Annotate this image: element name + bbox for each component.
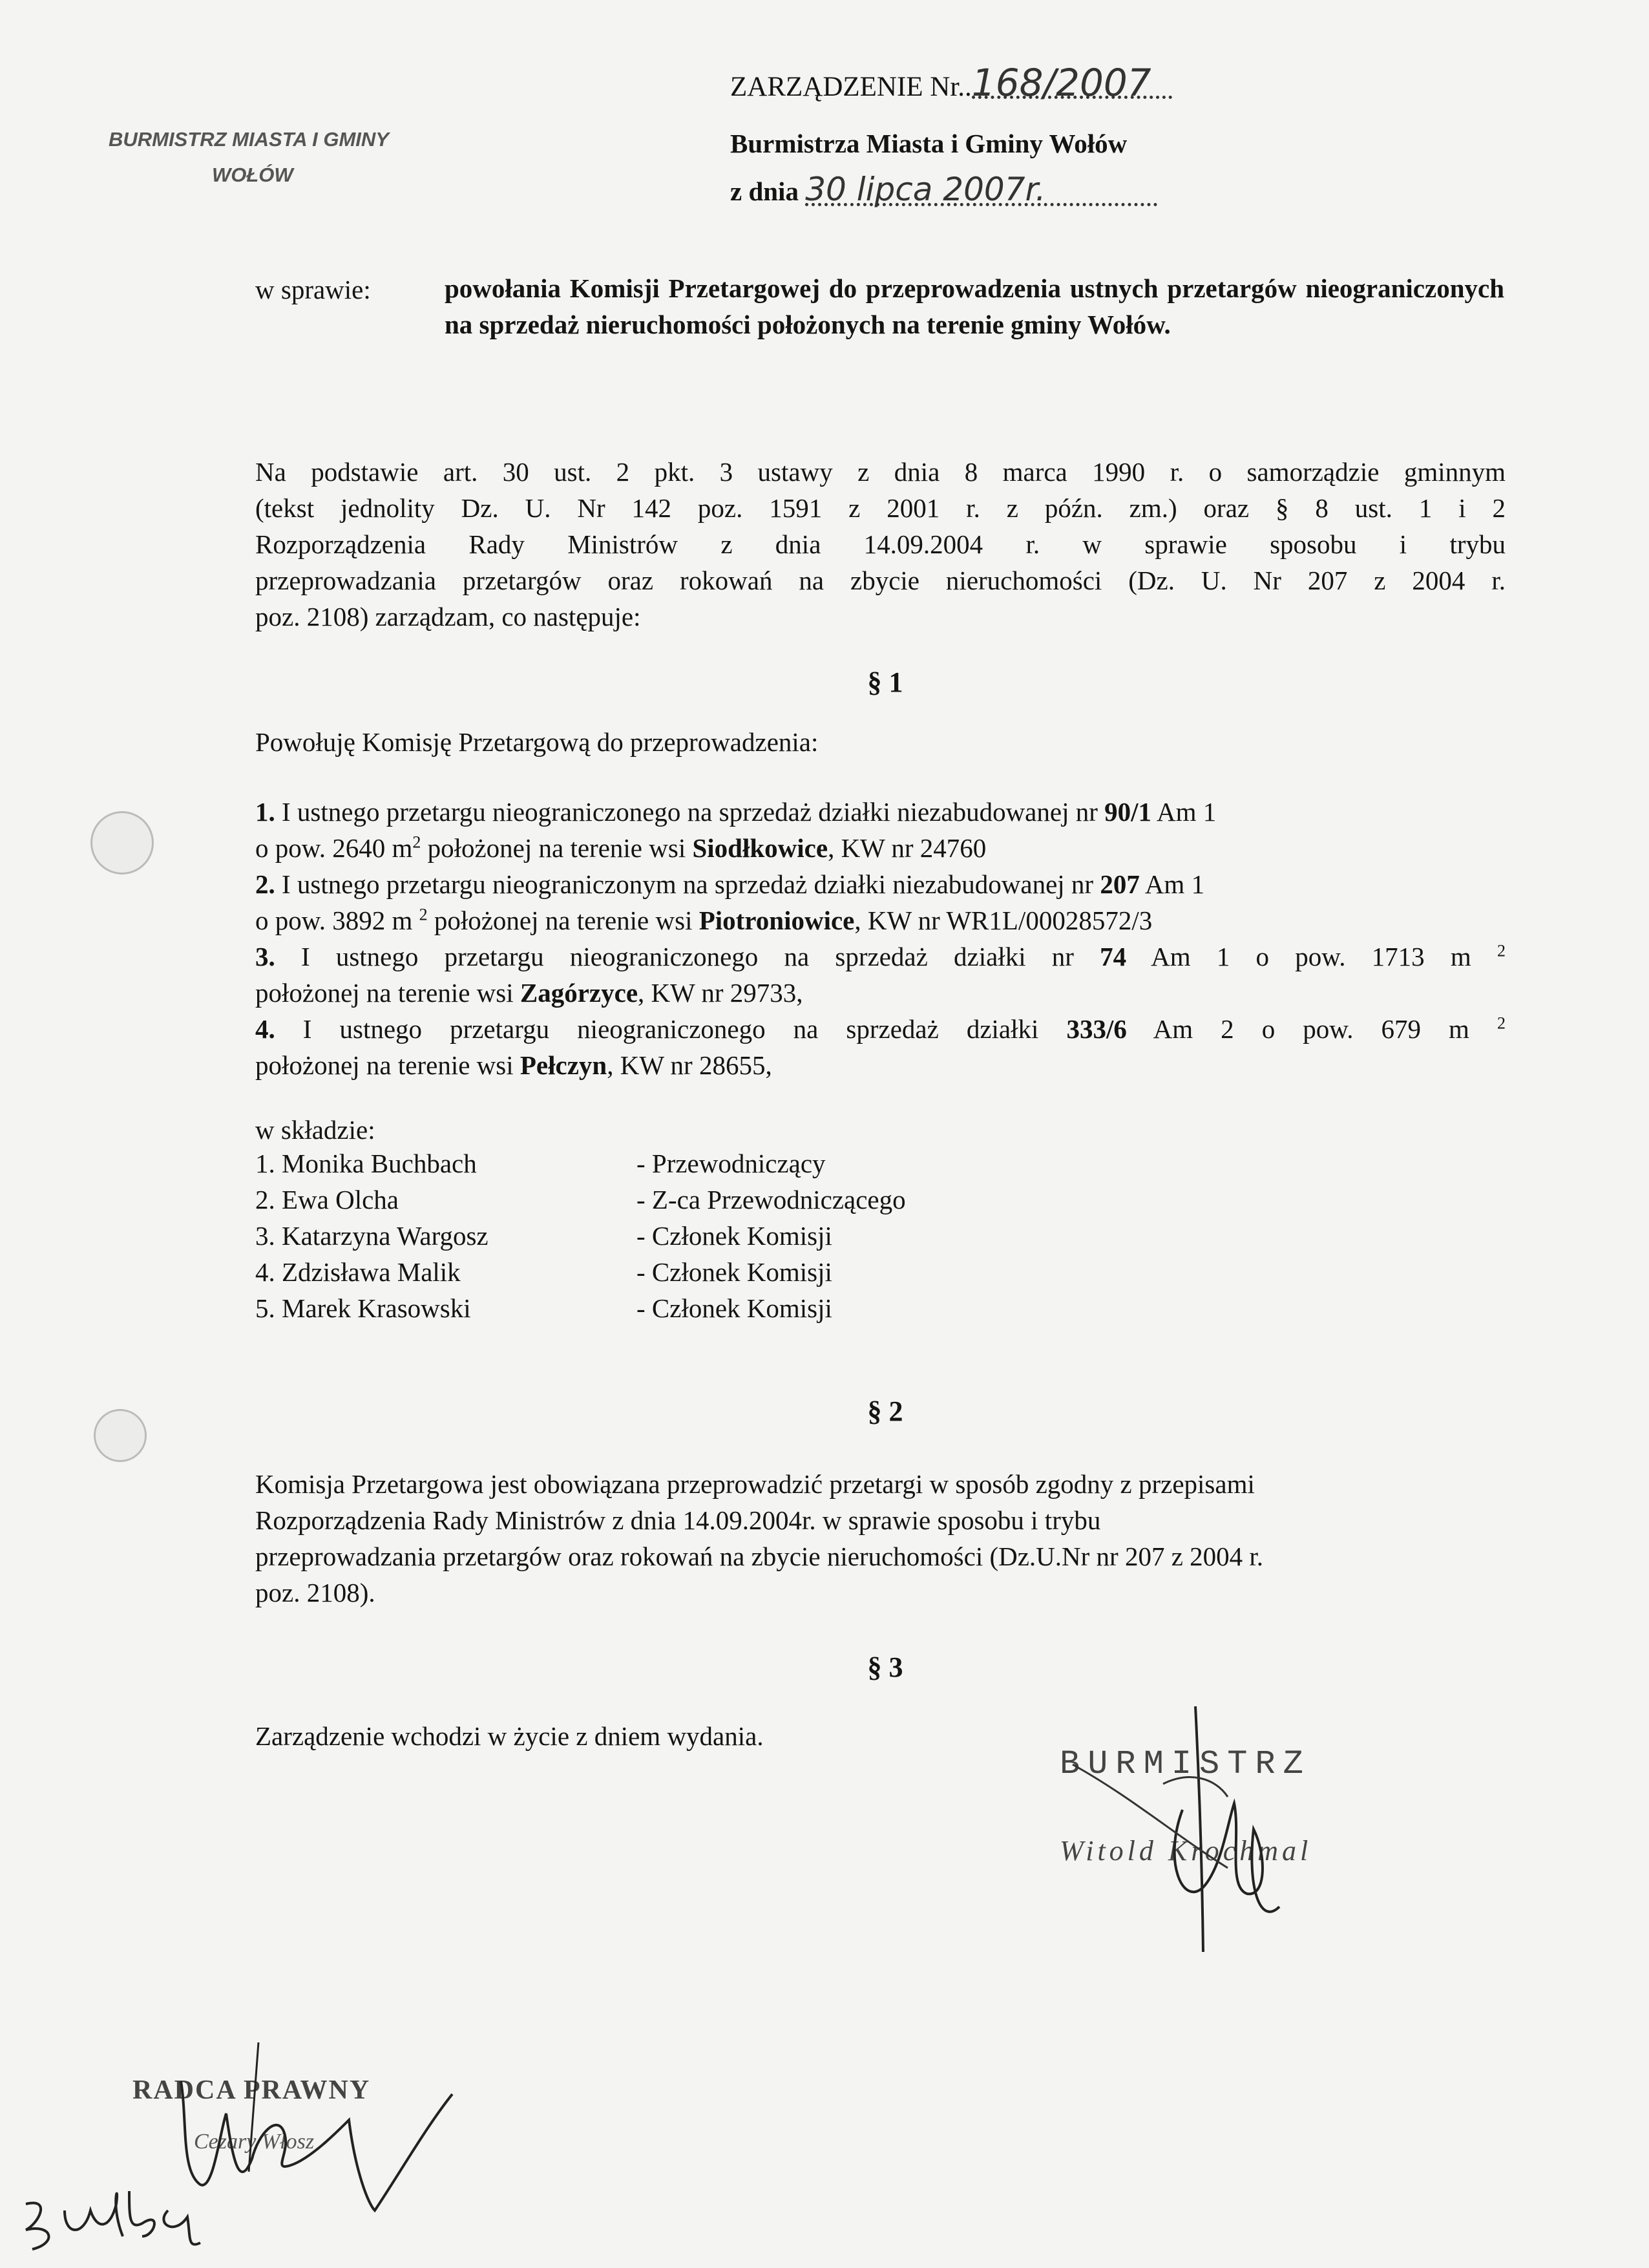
tender-item-2: [255, 866, 1506, 938]
unit-superscript: 2: [1497, 941, 1506, 960]
location-label: położonej na terenie wsi: [255, 1050, 520, 1080]
location-label: położonej na terenie wsi: [427, 906, 699, 935]
section2-line1: Komisja Przetargowa jest obowiązana przeprowadzić przetargi w sposób zgodny z przepisami: [255, 1469, 1255, 1499]
legal-stamp-name: Cezary Włosz: [194, 2130, 315, 2154]
section3-text: Zarządzenie wchodzi w życie z dniem wydania.: [255, 1721, 764, 1751]
section2-text: [255, 1466, 1515, 1611]
mayor-stamp-name: Witold Krochmal: [1060, 1835, 1312, 1867]
member-row: [255, 1256, 1548, 1293]
tender-item-number: 1.: [255, 797, 275, 827]
subject-label: w sprawie:: [255, 275, 371, 304]
location-label: położonej na terenie wsi: [255, 978, 520, 1008]
member-role: - Przewodniczący: [636, 1149, 826, 1178]
tender-item-3: [255, 938, 1506, 1011]
village-name: Pełczyn: [520, 1050, 607, 1080]
basis-line2: (tekst jednolity Dz. U. Nr 142 poz. 1591 z 2001 r. z późn. zm.) oraz § 8 ust. 1 i 2: [255, 493, 1506, 523]
section1-heading: § 1: [867, 666, 903, 698]
unit-superscript: 2: [412, 832, 421, 852]
initials-signature: [13, 2165, 213, 2262]
tender-item-number: 2.: [255, 869, 275, 899]
plot-area: o pow. 2640 m: [255, 833, 413, 863]
location-label: położonej na terenie wsi: [421, 833, 693, 863]
office-stamp-line1: BURMISTRZ MIASTA I GMINY: [109, 128, 389, 151]
section1-intro: Powołuję Komisję Przetargową do przeprowadzenia:: [255, 727, 819, 757]
tender-item-desc: I ustnego przetargu nieograniczonego na sprzedaż działki: [275, 1014, 1067, 1044]
document-title: [730, 61, 1172, 105]
land-register-number: , KW nr 24760: [828, 833, 987, 863]
member-row: [255, 1184, 1548, 1220]
title-prefix: ZARZĄDZENIE Nr..: [730, 72, 972, 102]
plot-area: o pow. 3892 m: [255, 906, 419, 935]
mayor-stamp-title: BURMISTRZ: [1060, 1745, 1311, 1783]
tender-item-desc: I ustnego przetargu nieograniczonym na sprzedaż działki niezabudowanej nr: [275, 869, 1100, 899]
subject-text: powołania Komisji Przetargowej do przeprowadzenia ustnych przetargów nieograniczonych na sprzedaż nieruchomości położonych na terenie gminy Wołów.: [445, 273, 1504, 339]
village-name: Siodłkowice: [692, 833, 828, 863]
village-name: Zagórzyce: [520, 978, 638, 1008]
plot-number: 333/6: [1066, 1014, 1127, 1044]
member-role: - Członek Komisji: [636, 1221, 832, 1251]
issuer: Burmistrza Miasta i Gminy Wołów: [730, 129, 1128, 158]
land-register-number: , KW nr 28655,: [607, 1050, 772, 1080]
date-prefix: z dnia: [730, 176, 799, 206]
section2-line3: przeprowadzania przetargów oraz rokowań na zbycie nieruchomości (Dz.U.Nr nr 207 z 2004 r.: [255, 1542, 1264, 1571]
section2-line2: Rozporządzenia Rady Ministrów z dnia 14.09.2004r. w sprawie sposobu i trybu: [255, 1505, 1101, 1535]
composition-label: w składzie:: [255, 1115, 375, 1145]
member-name: 3. Katarzyna Wargosz: [255, 1221, 488, 1251]
tender-item-desc: I ustnego przetargu nieograniczonego na sprzedaż działki nr: [275, 942, 1100, 971]
member-name: 5. Marek Krasowski: [255, 1293, 471, 1323]
unit-superscript: 2: [419, 905, 428, 924]
section2-heading: § 2: [867, 1395, 903, 1427]
cadastral-sheet: Am 1: [1139, 869, 1205, 899]
basis-line4: przeprowadzania przetargów oraz rokowań na zbycie nieruchomości (Dz. U. Nr 207 z 2004 r.: [255, 566, 1506, 595]
plot-number: 90/1: [1104, 797, 1152, 827]
tender-item-4: [255, 1011, 1506, 1083]
title-number-handwritten: 168/2007: [972, 70, 1172, 99]
member-name: 2. Ewa Olcha: [255, 1185, 399, 1214]
section3-heading: § 3: [867, 1651, 903, 1683]
tender-list: [255, 794, 1506, 1083]
document-date: [730, 171, 1157, 208]
tender-item-desc: I ustnego przetargu nieograniczonego na sprzedaż działki niezabudowanej nr: [275, 797, 1105, 827]
plot-number: 207: [1100, 869, 1140, 899]
land-register-number: , KW nr WR1L/00028572/3: [854, 906, 1153, 935]
village-name: Piotroniowice: [698, 906, 855, 935]
member-name: 1. Monika Buchbach: [255, 1149, 477, 1178]
member-row: [255, 1293, 1548, 1329]
plot-area: Am 1 o pow. 1713 m: [1126, 942, 1471, 971]
member-row: [255, 1220, 1548, 1256]
member-name: 4. Zdzisława Malik: [255, 1257, 461, 1287]
date-handwritten: 30 lipca 2007r.: [805, 176, 1157, 206]
basis-line3: Rozporządzenia Rady Ministrów z dnia 14.09.2004 r. w sprawie sposobu i trybu: [255, 529, 1506, 559]
tender-item-number: 3.: [255, 942, 275, 971]
basis-line5: poz. 2108) zarządzam, co następuje:: [255, 602, 641, 631]
office-stamp-line2: WOŁÓW: [212, 164, 293, 186]
unit-superscript: 2: [1497, 1013, 1506, 1033]
plot-number: 74: [1100, 942, 1127, 971]
member-row: [255, 1148, 1548, 1184]
cadastral-sheet: Am 1: [1151, 797, 1217, 827]
tender-item-1: [255, 794, 1506, 866]
member-role: - Członek Komisji: [636, 1293, 832, 1323]
section2-line4: poz. 2108).: [255, 1578, 375, 1607]
tender-item-number: 4.: [255, 1014, 275, 1044]
basis-paragraph: [255, 454, 1506, 635]
plot-area: Am 2 o pow. 679 m: [1126, 1014, 1469, 1044]
land-register-number: , KW nr 29733,: [638, 978, 803, 1008]
punch-hole-top: [90, 811, 154, 874]
punch-hole-bottom: [94, 1409, 147, 1462]
member-role: - Z-ca Przewodniczącego: [636, 1185, 906, 1214]
member-role: - Członek Komisji: [636, 1257, 832, 1287]
legal-stamp-title: RADCA PRAWNY: [132, 2075, 371, 2105]
mayor-signature: [1034, 1693, 1396, 1965]
basis-line1: Na podstawie art. 30 ust. 2 pkt. 3 ustawy z dnia 8 marca 1990 r. o samorządzie gminnym: [255, 457, 1506, 487]
